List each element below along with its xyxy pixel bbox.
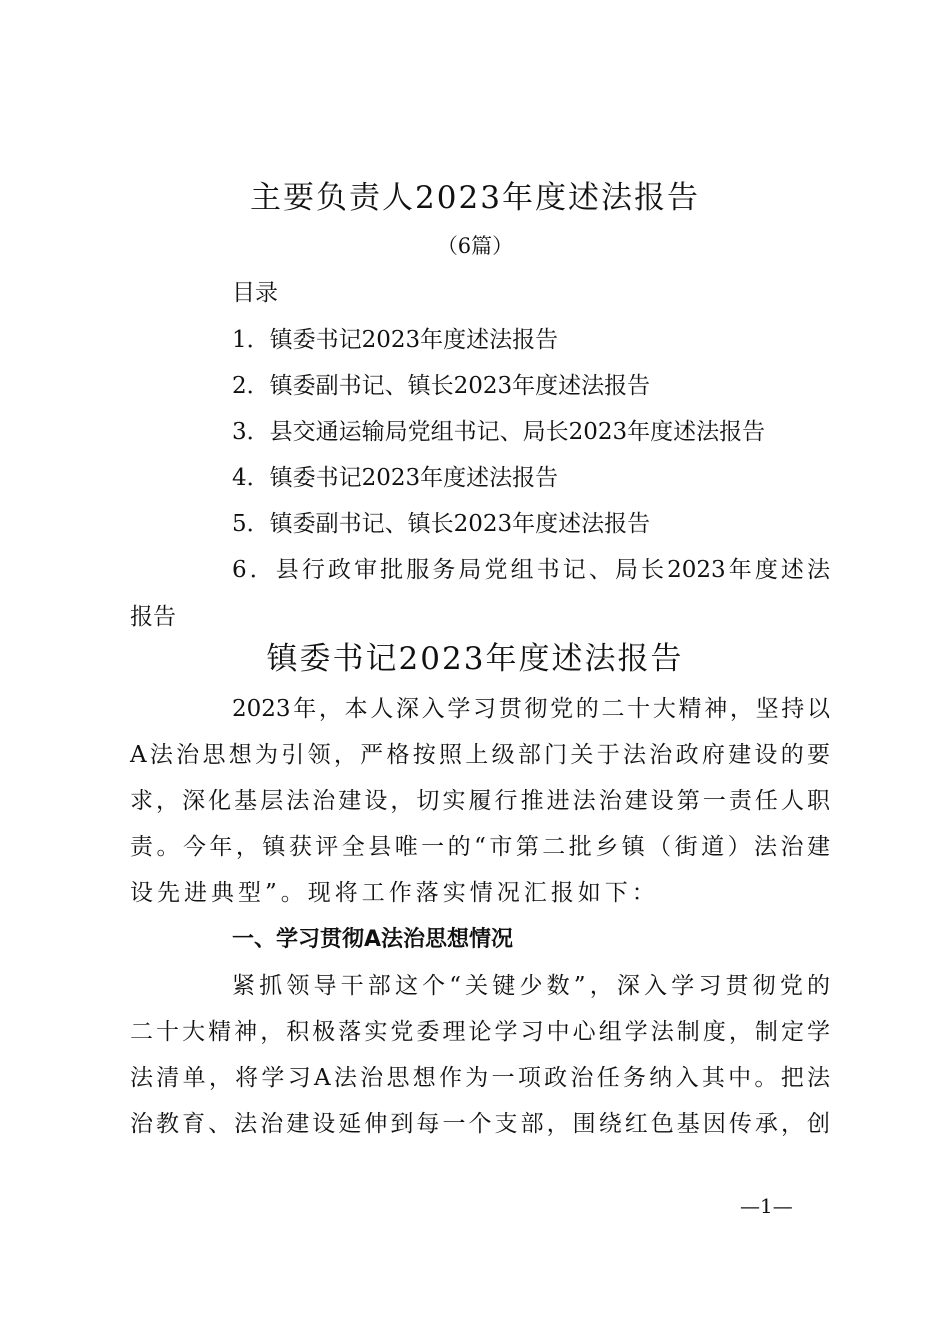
section-title: 镇委书记2023年度述法报告: [266, 641, 684, 677]
paragraph-line: 治教育、法治建设延伸到每一个支部，围绕红色基因传承，创: [130, 1111, 830, 1137]
toc-item: 6．县行政审批服务局党组书记、局长2023年度述法: [232, 557, 830, 583]
toc-item-wrap: 报告: [130, 604, 176, 630]
paragraph-line: 设先进典型”。现将工作落实情况汇报如下：: [130, 880, 659, 906]
toc-item: 5．镇委副书记、镇长2023年度述法报告: [232, 511, 651, 537]
paragraph-line: 紧抓领导干部这个“关键少数”，深入学习贯彻党的: [232, 973, 830, 999]
page-number: —1—: [740, 1194, 793, 1218]
section-heading: 一、学习贯彻A法治思想情况: [232, 927, 514, 952]
paragraph-line: A法治思想为引领，严格按照上级部门关于法治政府建设的要: [130, 742, 830, 768]
paragraph-line: 责。今年，镇获评全县唯一的“市第二批乡镇（街道）法治建: [130, 834, 830, 860]
toc-item: 3．县交通运输局党组书记、局长2023年度述法报告: [232, 419, 766, 445]
toc-item: 4．镇委书记2023年度述法报告: [232, 465, 559, 491]
toc-item: 1．镇委书记2023年度述法报告: [232, 327, 559, 353]
document-title: 主要负责人2023年度述法报告: [250, 180, 700, 216]
paragraph-line: 二十大精神，积极落实党委理论学习中心组学法制度，制定学: [130, 1019, 830, 1045]
toc-item: 2．镇委副书记、镇长2023年度述法报告: [232, 373, 651, 399]
paragraph-line: 2023年，本人深入学习贯彻党的二十大精神，坚持以: [232, 696, 830, 722]
document-subtitle: （6篇）: [436, 234, 514, 258]
toc-heading: 目录: [232, 280, 278, 306]
paragraph-line: 法清单，将学习A法治思想作为一项政治任务纳入其中。把法: [130, 1065, 830, 1091]
paragraph-line: 求，深化基层法治建设，切实履行推进法治建设第一责任人职: [130, 788, 830, 814]
